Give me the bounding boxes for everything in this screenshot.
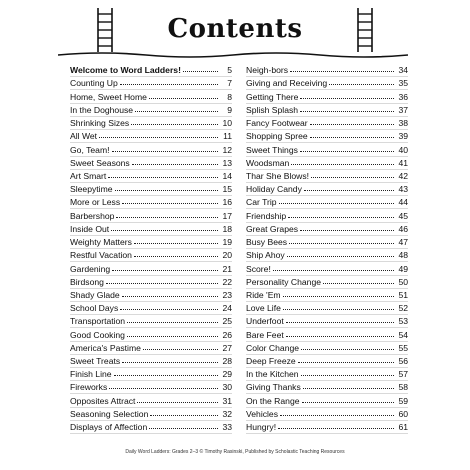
toc-entry-title: Sweet Treats	[70, 356, 121, 367]
dot-leader	[111, 230, 218, 231]
toc-entry	[246, 77, 408, 90]
toc-entry	[246, 104, 408, 117]
toc-entry-title: Opposites Attract	[70, 395, 136, 406]
dot-leader	[183, 71, 218, 72]
dot-leader	[149, 428, 218, 429]
toc-entry-title: Underfoot	[246, 316, 284, 327]
toc-entry-title: Weighty Matters	[70, 237, 132, 248]
toc-entry-page: 47	[398, 237, 408, 248]
toc-column-right	[246, 64, 408, 434]
toc-entry	[70, 183, 232, 196]
toc-entry-title: In the Doghouse	[70, 104, 134, 115]
toc-entry-title: Hungry!	[246, 422, 277, 433]
ladder-icon	[352, 6, 378, 52]
dot-leader	[120, 309, 218, 310]
dot-leader	[143, 349, 218, 350]
toc-entry	[246, 130, 408, 143]
toc-entry	[70, 170, 232, 183]
toc-entry-title: Woodsman	[246, 157, 290, 168]
toc-entry	[70, 249, 232, 262]
page-title: Contents	[167, 14, 303, 44]
dot-leader	[134, 243, 218, 244]
dot-leader	[127, 322, 218, 323]
toc-entry-title: Thar She Blows!	[246, 170, 310, 181]
toc-entry-page: 24	[222, 303, 232, 314]
dot-leader	[301, 375, 394, 376]
toc-entry	[70, 143, 232, 156]
toc-entry-page: 56	[398, 356, 408, 367]
dot-leader	[134, 256, 218, 257]
toc-entry-page: 11	[223, 131, 232, 142]
toc-entry-title: Gardening	[70, 263, 111, 274]
toc-entry	[246, 342, 408, 355]
toc-entry-title: Shopping Spree	[246, 131, 308, 142]
toc-entry-page: 46	[398, 223, 408, 234]
toc-entry	[246, 394, 408, 407]
toc-entry-page: 32	[222, 408, 232, 419]
toc-entry-title: Love Life	[246, 303, 281, 314]
toc-entry-page: 61	[398, 422, 408, 433]
toc-entry-title: Holiday Candy	[246, 184, 302, 195]
dot-leader	[310, 124, 394, 125]
dot-leader	[287, 256, 394, 257]
toc-entry-page: 37	[398, 104, 408, 115]
toc-entry	[246, 249, 408, 262]
toc-entry-page: 40	[398, 144, 408, 155]
dot-leader	[122, 203, 218, 204]
toc-entry-title: Transportation	[70, 316, 126, 327]
toc-entry	[246, 143, 408, 156]
toc-entry-page: 7	[227, 78, 232, 89]
toc-entry	[70, 408, 232, 421]
dot-leader	[112, 151, 219, 152]
toc-column-left	[70, 64, 232, 434]
dot-leader	[290, 71, 394, 72]
dot-leader	[131, 124, 218, 125]
toc-entry	[246, 223, 408, 236]
toc-entry-page: 19	[222, 237, 232, 248]
toc-entry-page: 51	[398, 289, 408, 300]
toc-entry	[246, 302, 408, 315]
dot-leader	[323, 283, 394, 284]
dot-leader	[304, 190, 394, 191]
toc-entry-title: Seasoning Selection	[70, 408, 149, 419]
toc-entry	[70, 77, 232, 90]
toc-entry-title: Fancy Footwear	[246, 118, 308, 129]
toc-entry-page: 39	[398, 131, 408, 142]
toc-entry	[246, 381, 408, 394]
toc-entry	[246, 64, 408, 77]
toc-entry-page: 38	[398, 118, 408, 129]
toc-entry	[70, 104, 232, 117]
toc-entry-page: 12	[222, 144, 232, 155]
toc-entry	[70, 315, 232, 328]
toc-entry-title: Neigh-bors	[246, 65, 289, 76]
dot-leader	[150, 415, 218, 416]
toc-entry-title: Welcome to Word Ladders!	[70, 65, 181, 76]
toc-entry	[70, 302, 232, 315]
toc-entry-page: 8	[227, 91, 232, 102]
toc-entry	[246, 276, 408, 289]
toc-entry-title: Ship Ahoy	[246, 250, 285, 261]
toc-entry-page: 41	[398, 157, 408, 168]
toc-entry-page: 9	[227, 104, 232, 115]
toc-entry-page: 26	[222, 329, 232, 340]
toc-entry-title: Deep Freeze	[246, 356, 296, 367]
toc-entry-title: Giving Thanks	[246, 382, 301, 393]
dot-leader	[311, 177, 394, 178]
dot-leader	[300, 230, 394, 231]
dot-leader	[329, 84, 394, 85]
dot-leader	[288, 217, 394, 218]
dot-leader	[300, 151, 394, 152]
dot-leader	[302, 402, 394, 403]
toc-entry-page: 28	[222, 356, 232, 367]
dot-leader	[300, 111, 394, 112]
toc-entry-title: Counting Up	[70, 78, 118, 89]
toc-entry-page: 15	[222, 184, 232, 195]
toc-entry-title: Splish Splash	[246, 104, 299, 115]
toc-entry-title: Personality Change	[246, 276, 322, 287]
toc-entry	[70, 236, 232, 249]
toc-entry-page: 34	[398, 65, 408, 76]
toc-entry	[246, 209, 408, 222]
dot-leader	[298, 362, 394, 363]
toc-entry-title: Great Grapes	[246, 223, 299, 234]
dot-leader	[135, 111, 218, 112]
toc-entry-page: 31	[222, 395, 232, 406]
toc-entry-page: 23	[222, 289, 232, 300]
toc-entry-title: In the Kitchen	[246, 369, 299, 380]
toc-entry	[246, 368, 408, 381]
toc-entry	[70, 342, 232, 355]
toc-entry-page: 49	[398, 263, 408, 274]
toc-entry-page: 45	[398, 210, 408, 221]
toc-entry-page: 50	[398, 276, 408, 287]
dot-leader	[122, 362, 218, 363]
toc-entry-page: 44	[398, 197, 408, 208]
toc-entry-page: 59	[398, 395, 408, 406]
toc-entry-title: More or Less	[70, 197, 121, 208]
toc-entry-page: 48	[398, 250, 408, 261]
toc-entry-title: Getting There	[246, 91, 299, 102]
toc-entry	[246, 183, 408, 196]
toc-entry-page: 27	[222, 342, 232, 353]
toc-entry	[70, 64, 232, 77]
toc-entry-page: 10	[222, 118, 232, 129]
dot-leader	[289, 243, 394, 244]
toc-entry-page: 57	[398, 369, 408, 380]
toc-entry	[246, 355, 408, 368]
toc-entry-page: 53	[398, 316, 408, 327]
toc-entry-page: 21	[222, 263, 232, 274]
toc-entry-title: Vehicles	[246, 408, 279, 419]
toc-entry-title: Friendship	[246, 210, 287, 221]
toc-entry	[70, 262, 232, 275]
toc-entry	[246, 170, 408, 183]
toc-entry-title: America's Pastime	[70, 342, 141, 353]
dot-leader	[280, 415, 394, 416]
dot-leader	[283, 296, 394, 297]
toc-entry-title: Finish Line	[70, 369, 112, 380]
toc-entry-page: 20	[222, 250, 232, 261]
toc-entry-page: 43	[398, 184, 408, 195]
toc-entry-title: Giving and Receiving	[246, 78, 328, 89]
dot-leader	[122, 296, 218, 297]
toc-entry-title: Sweet Things	[246, 144, 298, 155]
toc-entry-title: Go, Team!	[70, 144, 110, 155]
toc-entry-title: Sweet Seasons	[70, 157, 130, 168]
toc-entry-title: Score!	[246, 263, 271, 274]
header	[60, 6, 410, 56]
toc-entry-title: Inside Out	[70, 223, 110, 234]
toc-entry-page: 42	[398, 170, 408, 181]
dot-leader	[303, 388, 394, 389]
toc-entry-title: Busy Bees	[246, 237, 288, 248]
footer-credit: Daily Word Ladders: Grades 2–3 © Timothy Rasinski, Published by Scholastic Teaching Resources	[125, 449, 345, 455]
dot-leader	[291, 164, 394, 165]
toc-entry	[70, 381, 232, 394]
wavy-divider	[58, 50, 408, 60]
toc-entry-page: 13	[222, 157, 232, 168]
dot-leader	[108, 177, 218, 178]
toc-entry	[246, 408, 408, 421]
toc-entry-page: 60	[398, 408, 408, 419]
toc-entry	[246, 236, 408, 249]
toc-entry-title: Art Smart	[70, 170, 107, 181]
toc-entry-title: On the Range	[246, 395, 300, 406]
toc-entry-title: Home, Sweet Home	[70, 91, 147, 102]
toc-entry-page: 58	[398, 382, 408, 393]
dot-leader	[132, 164, 218, 165]
toc-entry	[246, 157, 408, 170]
toc-entry-page: 36	[398, 91, 408, 102]
toc-entry-page: 16	[222, 197, 232, 208]
toc-entry	[246, 289, 408, 302]
toc-entry-page: 17	[222, 210, 232, 221]
dot-leader	[127, 336, 218, 337]
toc-entry-title: Ride 'Em	[246, 289, 281, 300]
dot-leader	[301, 349, 394, 350]
dot-leader	[109, 388, 218, 389]
toc-entry-title: Restful Vacation	[70, 250, 132, 261]
toc-entry-page: 29	[222, 369, 232, 380]
dot-leader	[106, 283, 218, 284]
toc-entry-page: 5	[227, 65, 232, 76]
dot-leader	[120, 84, 218, 85]
toc-entry	[70, 209, 232, 222]
toc-entry-title: Barbershop	[70, 210, 115, 221]
toc-entry	[70, 394, 232, 407]
toc-entry	[246, 328, 408, 341]
dot-leader	[116, 217, 218, 218]
dot-leader	[149, 98, 218, 99]
toc-entry	[70, 157, 232, 170]
toc-entry	[246, 90, 408, 103]
dot-leader	[283, 309, 394, 310]
toc-entry-page: 52	[398, 303, 408, 314]
toc-entry	[70, 368, 232, 381]
toc-entry-page: 22	[222, 276, 232, 287]
toc-entry	[70, 421, 232, 434]
dot-leader	[137, 402, 218, 403]
toc-entry	[246, 262, 408, 275]
toc-entry-title: All Wet	[70, 131, 98, 142]
toc-entry-page: 30	[222, 382, 232, 393]
toc-entry	[70, 130, 232, 143]
toc-entry	[70, 289, 232, 302]
toc-entry	[246, 421, 408, 434]
dot-leader	[310, 137, 394, 138]
toc-entry-page: 33	[222, 422, 232, 433]
toc-entry	[70, 90, 232, 103]
toc-entry-title: Car Trip	[246, 197, 277, 208]
toc-entry-title: Bare Feet	[246, 329, 284, 340]
toc-entry-title: Sleepytime	[70, 184, 113, 195]
toc-entry	[70, 223, 232, 236]
dot-leader	[279, 203, 394, 204]
dot-leader	[99, 137, 218, 138]
toc-entry	[246, 117, 408, 130]
toc-entry-page: 14	[222, 170, 232, 181]
toc-entry	[70, 196, 232, 209]
toc-entry	[246, 315, 408, 328]
toc-entry-title: Displays of Affection	[70, 422, 148, 433]
dot-leader	[300, 98, 394, 99]
toc-entry-page: 55	[398, 342, 408, 353]
toc-entry	[70, 328, 232, 341]
toc-entry-title: Shady Glade	[70, 289, 120, 300]
dot-leader	[115, 190, 218, 191]
toc-entry	[246, 196, 408, 209]
toc-entry-title: School Days	[70, 303, 119, 314]
toc-entry-title: Shrinking Sizes	[70, 118, 130, 129]
dot-leader	[278, 428, 394, 429]
dot-leader	[286, 336, 394, 337]
toc-entry-title: Color Change	[246, 342, 300, 353]
toc-entry-title: Fireworks	[70, 382, 108, 393]
table-of-contents	[70, 64, 408, 434]
dot-leader	[112, 270, 218, 271]
dot-leader	[273, 270, 394, 271]
toc-entry-page: 25	[222, 316, 232, 327]
toc-entry-page: 18	[222, 223, 232, 234]
toc-entry	[70, 276, 232, 289]
dot-leader	[286, 322, 394, 323]
toc-entry-title: Birdsong	[70, 276, 104, 287]
toc-entry	[70, 117, 232, 130]
toc-entry-title: Good Cooking	[70, 329, 125, 340]
toc-entry	[70, 355, 232, 368]
toc-entry-page: 54	[398, 329, 408, 340]
dot-leader	[114, 375, 218, 376]
toc-entry-page: 35	[398, 78, 408, 89]
